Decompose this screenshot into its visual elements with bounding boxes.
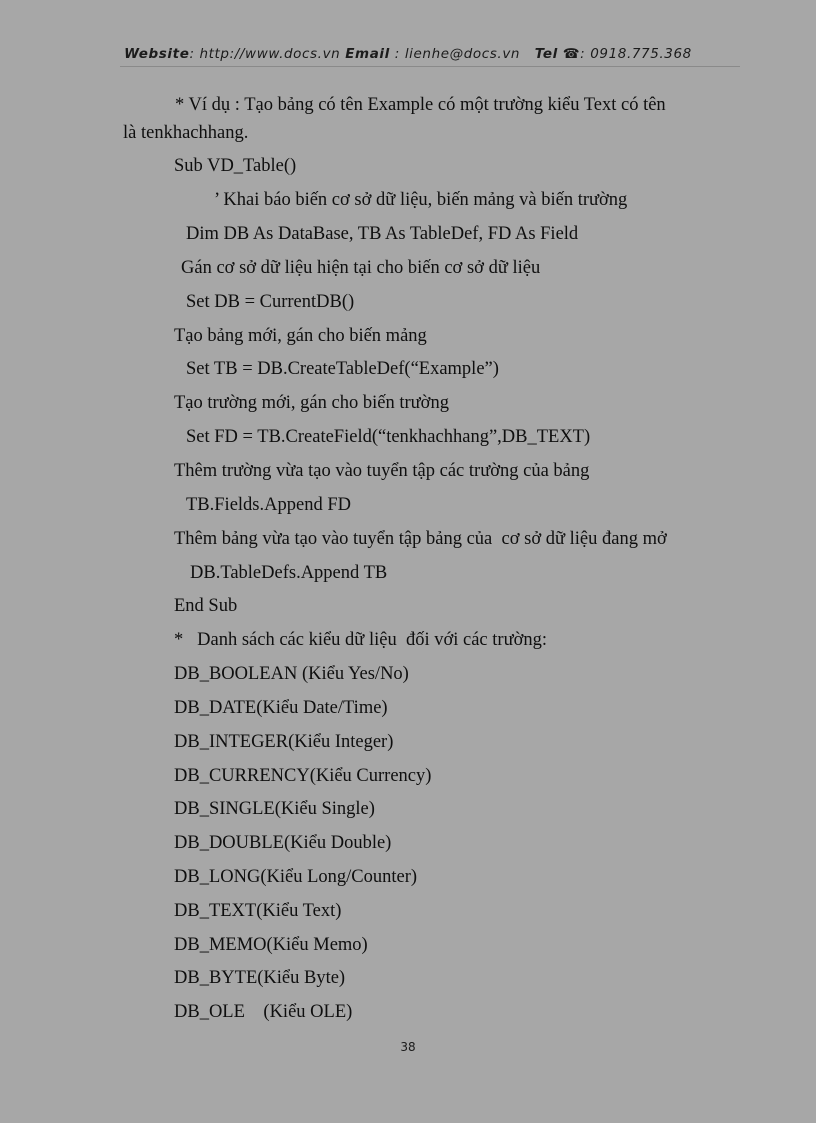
code-line: Sub VD_Table()	[174, 156, 297, 176]
comment-line: Tạo trường mới, gán cho biến trường	[174, 393, 449, 413]
list-item: DB_TEXT(Kiểu Text)	[174, 901, 342, 921]
paragraph-line: * Ví dụ : Tạo bảng có tên Example có một trường kiểu Text có tên	[175, 95, 666, 115]
list-item: DB_INTEGER(Kiểu Integer)	[174, 732, 394, 752]
paragraph-line: là tenkhachhang.	[123, 123, 249, 143]
code-line: Set FD = TB.CreateField(“tenkhachhang”,DB_TEXT)	[186, 427, 591, 447]
code-comment-line: ’ Khai báo biến cơ sở dữ liệu, biến mảng và biến trường	[214, 190, 628, 210]
tel-number: : 0918.775.368	[580, 46, 692, 62]
header-divider	[120, 66, 740, 67]
email-link[interactable]: : lienhe@docs.vn	[389, 46, 521, 62]
list-item: DB_DATE(Kiểu Date/Time)	[174, 698, 388, 718]
page-header	[0, 46, 816, 62]
email-label: Email	[345, 46, 390, 62]
code-line: DB.TableDefs.Append TB	[190, 563, 388, 583]
code-line: End Sub	[174, 596, 238, 616]
website-label: Website	[124, 46, 190, 62]
list-item: DB_CURRENCY(Kiểu Currency)	[174, 766, 432, 786]
page-number: 38	[400, 1040, 416, 1054]
list-item: DB_LONG(Kiểu Long/Counter)	[174, 867, 418, 887]
code-line: Dim DB As DataBase, TB As TableDef, FD As Field	[186, 224, 579, 244]
code-line: TB.Fields.Append FD	[186, 495, 351, 515]
comment-line: Thêm bảng vừa tạo vào tuyển tập bảng của cơ sở dữ liệu đang mở	[174, 529, 667, 549]
comment-line: Thêm trường vừa tạo vào tuyển tập các trường của bảng	[174, 461, 590, 481]
list-item: DB_MEMO(Kiểu Memo)	[174, 935, 368, 955]
code-line: Set DB = CurrentDB()	[186, 292, 355, 312]
list-item: DB_OLE (Kiểu OLE)	[174, 1002, 353, 1022]
list-item: DB_BYTE(Kiểu Byte)	[174, 968, 346, 988]
tel-label: Tel	[534, 46, 558, 62]
list-item: DB_SINGLE(Kiểu Single)	[174, 799, 375, 819]
section-heading: * Danh sách các kiểu dữ liệu đối với các trường:	[174, 630, 548, 650]
list-item: DB_DOUBLE(Kiểu Double)	[174, 833, 392, 853]
comment-line: Gán cơ sở dữ liệu hiện tại cho biến cơ sở dữ liệu	[181, 258, 541, 278]
comment-line: Tạo bảng mới, gán cho biến mảng	[174, 326, 427, 346]
code-line: Set TB = DB.CreateTableDef(“Example”)	[186, 359, 499, 379]
website-link[interactable]: : http://www.docs.vn	[189, 46, 341, 62]
list-item: DB_BOOLEAN (Kiểu Yes/No)	[174, 664, 409, 684]
phone-icon: ☎	[562, 46, 581, 62]
